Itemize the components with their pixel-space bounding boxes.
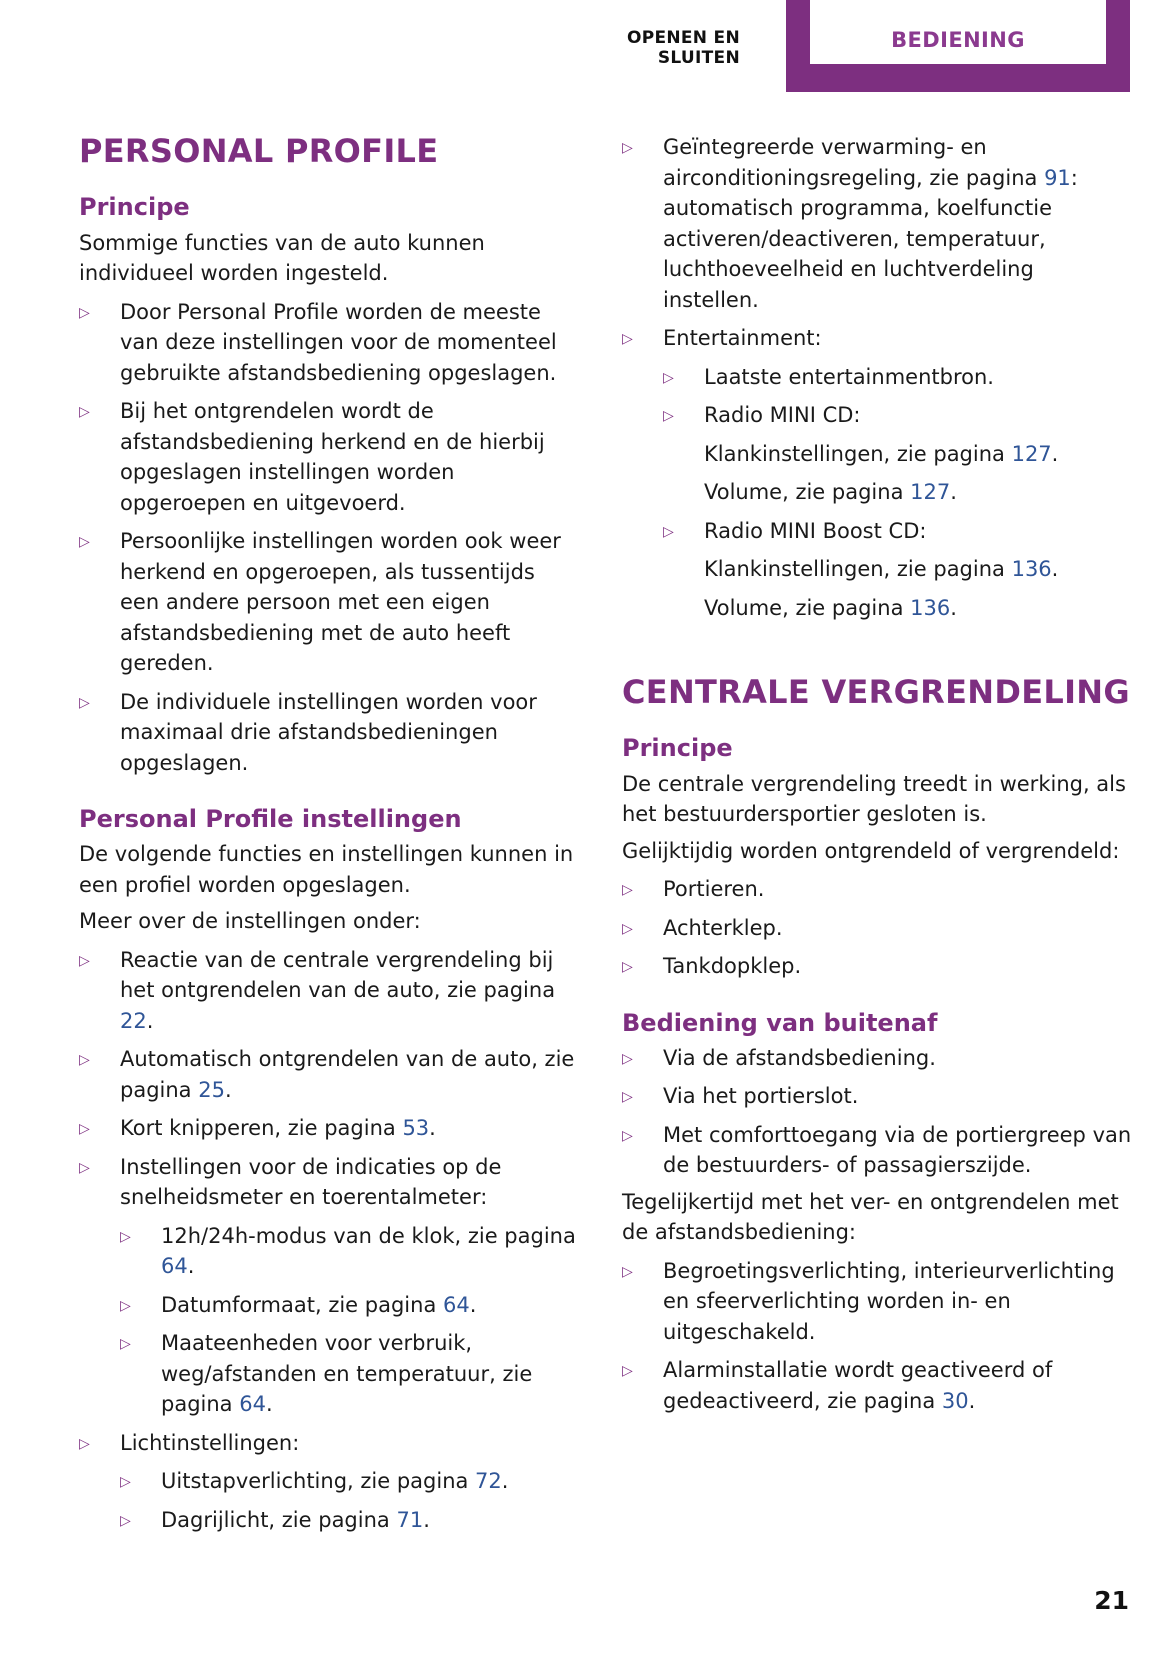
triangle-bullet-icon: ▷ <box>120 1228 131 1245</box>
page-link[interactable]: 53 <box>402 1116 430 1141</box>
principe-list <box>79 297 579 779</box>
principe-paragraph-2: Gelijktijdig worden ontgrendeld of vergrendeld: <box>622 838 1120 863</box>
buiten-list-2 <box>622 1256 1132 1417</box>
triangle-bullet-icon: ▷ <box>622 1363 633 1380</box>
sub-list-continuation: Volume, zie pagina 136. <box>704 595 957 620</box>
list-item: ▷ Entertainment: <box>622 323 1132 354</box>
triangle-bullet-icon: ▷ <box>79 1052 90 1069</box>
instellingen-intro: De volgende functies en instellingen kunnen in een profiel worden opgeslagen. <box>79 842 574 897</box>
list-item: ▷ De individuele instellingen worden voor maximaal drie afstandsbedieningen opgeslagen. <box>79 689 537 775</box>
triangle-bullet-icon: ▷ <box>79 1121 90 1138</box>
page-link[interactable]: 91 <box>1044 165 1071 190</box>
triangle-bullet-icon: ▷ <box>79 694 90 711</box>
instellingen-list <box>79 945 579 1536</box>
settings-continued-list <box>622 132 1132 623</box>
page-link[interactable]: 30 <box>941 1388 969 1413</box>
triangle-bullet-icon: ▷ <box>663 408 674 424</box>
principe-heading-2: Principe <box>622 734 733 763</box>
triangle-bullet-icon: ▷ <box>622 1050 633 1067</box>
centrale-vergrendeling-title: CENTRALE VERGRENDELING <box>622 673 1130 711</box>
personal-profile-title: PERSONAL PROFILE <box>79 132 439 170</box>
page-link[interactable]: 127 <box>1011 441 1052 466</box>
triangle-bullet-icon: ▷ <box>622 959 633 976</box>
principe-heading: Principe <box>79 193 190 222</box>
principe-paragraph: De centrale vergrendeling treedt in werking, als het bestuurdersportier gesloten is. <box>622 771 1126 827</box>
section-title: OPENEN EN SLUITEN <box>626 28 740 68</box>
page-number: 21 <box>1094 1586 1129 1615</box>
triangle-bullet-icon: ▷ <box>622 1089 633 1106</box>
page-link[interactable]: 136 <box>910 595 951 620</box>
list-item: ▷ Automatisch ontgrendelen van de auto, zie pagina 25. <box>79 1047 575 1102</box>
triangle-bullet-icon: ▷ <box>120 1297 131 1314</box>
left-column <box>79 132 579 1535</box>
principe-intro: Sommige functies van de auto kunnen individueel worden ingesteld. <box>79 230 485 286</box>
list-item: ▷ Tankdopklep. <box>622 951 1132 982</box>
vergrendeling-list <box>622 874 1132 982</box>
list-item: ▷ Begroetingsverlichting, interieurverlichting en sfeerverlichting worden in- en uitgeschakeld. <box>622 1258 1115 1344</box>
list-item: ▷ Persoonlijke instellingen worden ook weer herkend en opgeroepen, als tussentijds een andere persoon met een eigen afstandsbediening met de auto heeft gereden. <box>79 529 561 676</box>
page-link[interactable]: 64 <box>239 1392 266 1417</box>
page-link[interactable]: 72 <box>475 1469 502 1494</box>
triangle-bullet-icon: ▷ <box>663 523 674 540</box>
sub-list-continuation: Klankinstellingen, zie pagina 127. <box>704 441 1059 466</box>
sub-list-item: ▷ Dagrijlicht, zie pagina 71. <box>79 1505 579 1536</box>
triangle-bullet-icon: ▷ <box>622 140 633 156</box>
buiten-list <box>622 1043 1132 1181</box>
triangle-bullet-icon: ▷ <box>79 1435 90 1452</box>
page-link[interactable]: 127 <box>910 480 951 504</box>
triangle-bullet-icon: ▷ <box>79 534 90 551</box>
list-item: ▷ Achterklep. <box>622 913 1132 944</box>
triangle-bullet-icon: ▷ <box>663 369 674 386</box>
list-item: ▷ Bij het ontgrendelen wordt de afstandsbediening herkend en de hierbij opgeslagen instellingen worden opgeroepen en uitgevoerd. <box>79 399 545 515</box>
page-link[interactable]: 71 <box>396 1507 424 1532</box>
list-item: ▷ Reactie van de centrale vergrendeling bij het ontgrendelen van de auto, zie pagina 22. <box>79 947 556 1033</box>
page-link[interactable]: 25 <box>198 1077 225 1102</box>
list-item: ▷ Geïntegreerde verwarming- en airconditioningsregeling, zie pagina 91: automatisch programma, koelfunctie activeren/deactiveren, temperatuur, luchthoeveelheid en luchtverdeling instellen. <box>622 135 1078 312</box>
list-item: ▷ Door Personal Profile worden de meeste van deze instellingen voor de momenteel gebruikte afstandsbediening opgeslagen. <box>79 299 557 385</box>
page-link[interactable]: 22 <box>120 1008 147 1033</box>
chapter-tab <box>786 0 1130 92</box>
sub-list-item: ▷ Laatste entertainmentbron. <box>622 362 1132 393</box>
triangle-bullet-icon: ▷ <box>622 1263 633 1280</box>
list-item: ▷ Instellingen voor de indicaties op de snelheidsmeter en toerentalmeter: <box>79 1154 502 1210</box>
instellingen-more: Meer over de instellingen onder: <box>79 909 421 934</box>
sub-list-item: ▷ Radio MINI Boost CD: <box>622 516 1132 547</box>
sub-list-item: ▷ Radio MINI CD: <box>622 400 1132 431</box>
triangle-bullet-icon: ▷ <box>622 882 633 899</box>
sub-list-item: ▷ Maateenheden voor verbruik, weg/afstanden en temperatuur, zie pagina 64. <box>120 1331 533 1417</box>
instellingen-heading: Personal Profile instellingen <box>79 805 462 834</box>
sub-list-item: ▷ 12h/24h-modus van de klok, zie pagina 64. <box>120 1223 576 1279</box>
triangle-bullet-icon: ▷ <box>79 1159 90 1176</box>
sub-list-item: ▷ Datumformaat, zie pagina 64. <box>79 1290 579 1321</box>
buiten-paragraph: Tegelijkertijd met het ver- en ontgrendelen met de afstandsbediening: <box>622 1189 1119 1245</box>
list-item: ▷ Alarminstallatie wordt geactiveerd of gedeactiveerd, zie pagina 30. <box>622 1358 1053 1413</box>
list-item: ▷ Portieren. <box>622 874 1132 905</box>
chapter-tab-inner <box>810 0 1106 64</box>
page-link[interactable]: 64 <box>161 1254 188 1279</box>
list-item: ▷ Kort knipperen, zie pagina 53. <box>79 1113 579 1144</box>
chapter-tab-label: BEDIENING <box>891 28 1025 52</box>
sub-list-continuation: Klankinstellingen, zie pagina 136. <box>704 557 1059 581</box>
triangle-bullet-icon: ▷ <box>120 1474 131 1491</box>
list-item: ▷ Via het portierslot. <box>622 1081 1132 1112</box>
page-link[interactable]: 136 <box>1011 557 1052 581</box>
right-column <box>622 132 1132 1416</box>
sub-list-continuation: Volume, zie pagina 127. <box>704 480 957 504</box>
triangle-bullet-icon: ▷ <box>120 1512 131 1529</box>
triangle-bullet-icon: ▷ <box>622 331 633 347</box>
list-item: ▷ Lichtinstellingen: <box>79 1428 579 1459</box>
triangle-bullet-icon: ▷ <box>79 404 90 421</box>
triangle-bullet-icon: ▷ <box>79 952 90 969</box>
page-link[interactable]: 64 <box>443 1292 470 1317</box>
list-item: ▷ Met comforttoegang via de portiergreep van de bestuurders- of passagierszijde. <box>622 1122 1132 1178</box>
triangle-bullet-icon: ▷ <box>79 304 90 321</box>
list-item: ▷ Via de afstandsbediening. <box>622 1043 1132 1074</box>
triangle-bullet-icon: ▷ <box>622 920 633 937</box>
triangle-bullet-icon: ▷ <box>120 1336 131 1353</box>
buiten-heading: Bediening van buitenaf <box>622 1008 938 1037</box>
sub-list-item: ▷ Uitstapverlichting, zie pagina 72. <box>79 1466 579 1497</box>
triangle-bullet-icon: ▷ <box>622 1127 633 1144</box>
